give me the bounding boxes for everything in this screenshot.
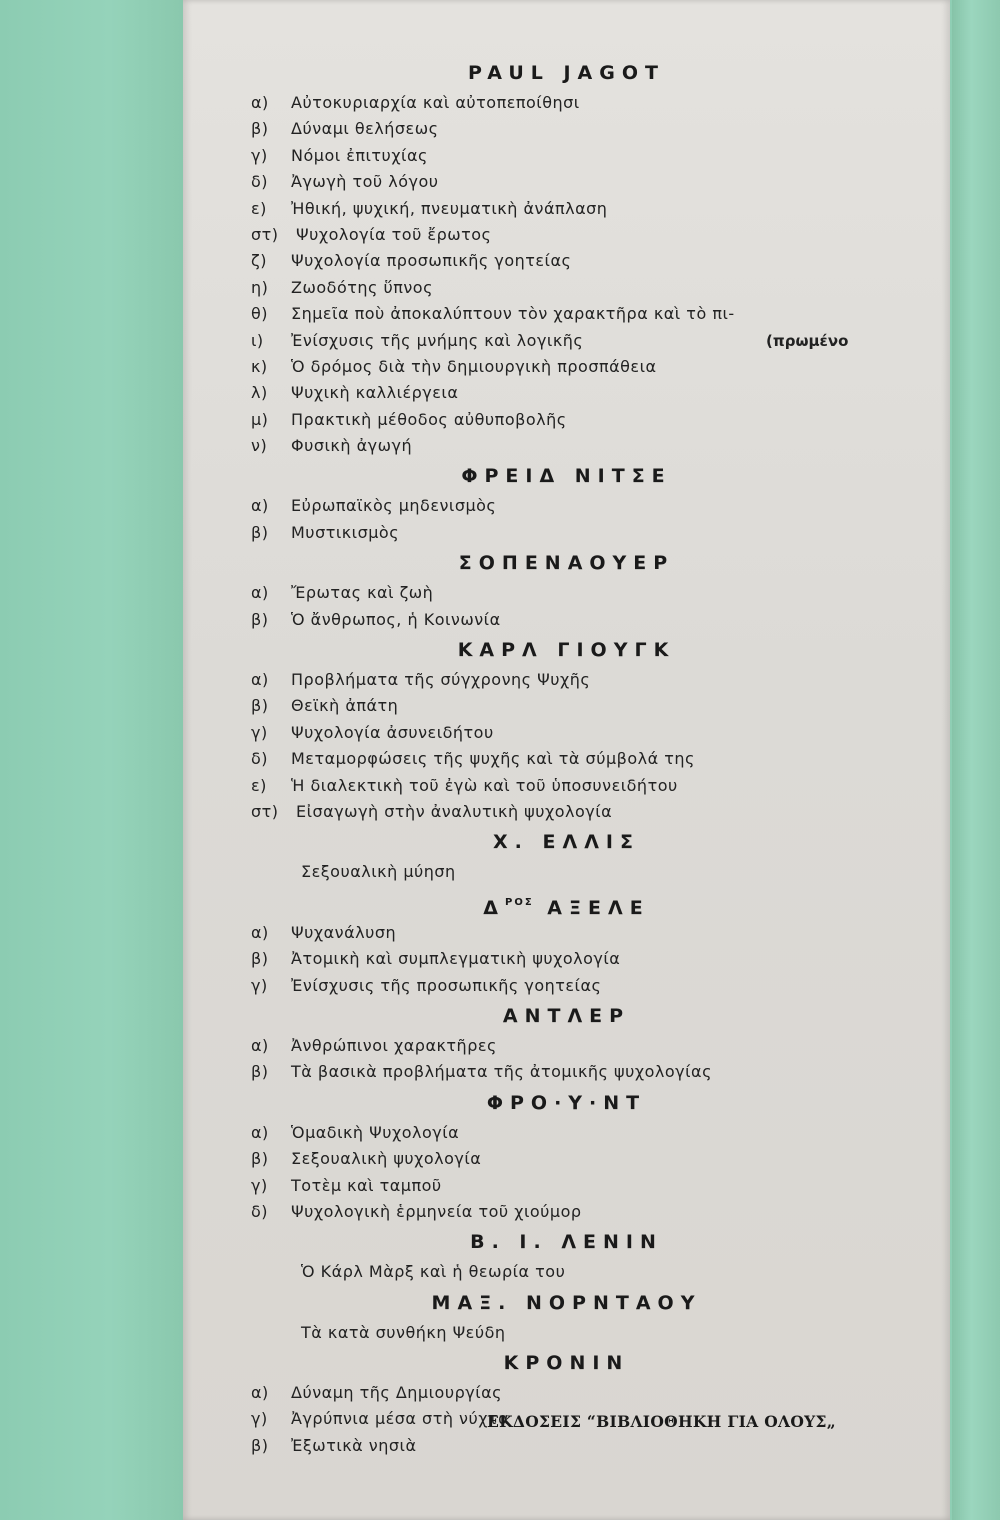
handwritten-note: (πρωμένο [766,331,849,350]
book-list-item [183,1320,950,1346]
book-title: Ἐξωτικὰ νησιὰ [291,1435,417,1455]
item-letter: δ) [251,172,269,192]
item-letter: β) [251,522,269,542]
book-title: Εὐρωπαϊκὸς μηδενισμὸς [291,496,497,516]
book-list [183,56,950,1459]
author-section [183,459,950,546]
book-title: Πρακτικὴ μέθοδος αὐθυποβολῆς [291,409,567,429]
author-section [183,825,950,885]
book-title: Ἀτομικὴ καὶ συμπλεγματικὴ ψυχολογία [291,949,621,969]
item-letter: ε) [251,775,267,795]
author-heading: PAUL JAGOT [468,62,665,84]
item-letter: γ) [251,1175,268,1195]
book-list-item [183,301,950,327]
author-section [183,56,950,459]
author-name-initial: Δ [483,896,506,919]
item-letter: γ) [251,975,268,995]
book-list-item [183,354,950,380]
book-list-item [183,116,950,142]
book-title: Φυσικὴ ἀγωγή [291,436,413,456]
book-list-item [183,222,950,248]
book-title: Ἡ διαλεκτικὴ τοῦ ἐγὼ καὶ τοῦ ὑποσυνειδήτου [291,775,678,795]
item-letter: α) [251,93,269,112]
item-letter: κ) [251,356,268,376]
book-title: Ἀγωγὴ τοῦ λόγου [291,172,439,192]
book-list-item [183,859,950,885]
book-title: Ἀγρύπνια μέσα στὴ νύχτα [291,1409,510,1429]
item-letter: β) [251,1435,269,1455]
book-title: Ὁ Κάρλ Μὰρξ καὶ ἡ θεωρία του [301,1262,566,1282]
book-title: Δύναμη τῆς Δημιουργίας [291,1383,503,1403]
book-title: Ἠθική, ψυχική, πνευματικὴ ἀνάπλαση [291,198,608,218]
book-title: Νόμοι ἐπιτυχίας [291,145,428,165]
book-title: Ἀνθρώπινοι χαρακτῆρες [291,1035,497,1055]
book-list-item [183,799,950,825]
item-letter: α) [251,922,269,942]
cover-right-edge [952,0,1000,1520]
book-list-item [183,773,950,799]
book-title: Ὁ δρόμος διὰ τὴν δημιουργικὴ προσπάθεια [291,356,657,376]
book-title: Ψυχολογικὴ ἑρμηνεία τοῦ χιούμορ [291,1201,582,1221]
book-title: Σεξουαλικὴ ψυχολογία [291,1149,482,1169]
book-list-item [183,1146,950,1172]
book-title: Ψυχολογία προσωπικῆς γοητείας [291,251,572,271]
item-letter: γ) [251,145,268,165]
item-letter: β) [251,949,269,969]
book-title: Αὐτοκυριαρχία καὶ αὐτοπεποίθησι [291,93,580,112]
item-letter: α) [251,1122,269,1142]
author-heading: ΚΡΟΝΙΝ [503,1352,630,1375]
book-title: Ψυχολογία ἀσυνειδήτου [291,722,494,742]
author-section [183,1225,950,1285]
author-heading: ΑΝΤΛΕΡ [502,1004,631,1027]
item-letter: β) [251,696,269,716]
book-list-item [183,693,950,719]
item-letter: στ) [251,801,279,821]
book-title: Δύναμι θελήσεως [291,119,439,139]
item-letter: ν) [251,436,268,456]
book-list-item [183,493,950,519]
book-title: Τοτὲμ καὶ ταμποῦ [291,1175,442,1195]
author-heading: Χ. ΕΛΛΙΣ [493,831,640,854]
book-list-item [183,720,950,746]
book-list-item [183,580,950,606]
item-letter: λ) [251,383,268,403]
item-letter: στ) [251,224,279,244]
book-title: Μυστικισμὸς [291,522,400,542]
book-title: Τὰ κατὰ συνθήκη Ψεύδη [301,1322,506,1342]
back-cover-page [183,0,950,1520]
item-letter: α) [251,1035,269,1055]
book-title: Ὁμαδικὴ Ψυχολογία [291,1122,460,1142]
book-list-item [183,973,950,999]
book-title: Ἐνίσχυσις τῆς μνήμης καὶ λογικῆς [291,330,584,350]
item-letter: β) [251,119,269,139]
item-letter: δ) [251,1201,269,1221]
book-title: Μεταμορφώσεις τῆς ψυχῆς καὶ τὰ σύμβολά της [291,749,695,769]
item-letter: ι) [251,330,264,350]
item-letter: γ) [251,722,268,742]
book-title: Προβλήματα τῆς σύγχρονης Ψυχῆς [291,670,591,690]
item-letter: η) [251,277,269,297]
book-list-item [183,1120,950,1146]
item-letter: μ) [251,409,269,429]
book-title: Ψυχολογία τοῦ ἔρωτος [296,224,492,244]
book-title: Σεξουαλικὴ μύηση [301,862,456,882]
author-heading: ΣΟΠΕΝΑΟΥΕΡ [458,552,675,575]
book-title: Ζωοδότης ὕπνος [291,277,433,297]
item-letter: ε) [251,198,267,218]
author-heading: Β. Ι. ΛΕΝΙΝ [470,1231,663,1254]
book-list-item [183,667,950,693]
book-list-item [183,1059,950,1085]
book-list-item [183,275,950,301]
book-title: Ἐνίσχυσις τῆς προσωπικῆς γοητείας [291,975,602,995]
item-letter: α) [251,670,269,690]
author-section [183,633,950,825]
author-heading: ΚΑΡΛ ΓΙΟΥΓΚ [457,639,676,662]
book-list-item [183,328,950,354]
book-list-item [183,196,950,222]
book-list-item [183,380,950,406]
author-section [183,1086,950,1226]
book-title: Τὰ βασικὰ προβλήματα τῆς ἀτομικῆς ψυχολογίας [291,1062,712,1082]
book-list-item [183,1199,950,1225]
book-title: Ψυχικὴ καλλιέργεια [291,383,459,403]
cover-left-edge [0,0,183,1520]
author-section [183,1346,950,1459]
item-letter: ζ) [251,251,267,271]
book-list-item [183,433,950,459]
item-letter: γ) [251,1409,268,1429]
author-section [183,999,950,1086]
book-list-item [183,1380,950,1406]
book-title: Θεϊκὴ ἀπάτη [291,696,399,716]
author-section [183,886,950,999]
item-letter: θ) [251,304,269,324]
book-list-item [183,520,950,546]
author-heading: ΦΡΕΙΔ ΝΙΤΣΕ [461,465,672,488]
book-list-item [183,407,950,433]
item-letter: β) [251,1062,269,1082]
book-list-item [183,1033,950,1059]
book-list-item [183,169,950,195]
book-list-item [183,920,950,946]
item-letter: α) [251,583,269,603]
book-list-item [183,1433,950,1459]
publisher-imprint: ΕΚΔΟΣΕΙΣ “ΒΙΒΛΙΟΘΗΚΗ ΓΙΑ ΟΛΟΥΣ„ [487,1412,836,1431]
author-section [183,1286,950,1346]
item-letter: δ) [251,749,269,769]
author-heading: ΜΑΞ. ΝΟΡΝΤΑΟΥ [431,1291,702,1314]
book-title: Ψυχανάλυση [291,922,397,942]
author-heading [183,886,950,920]
book-title: Ἔρωτας καὶ ζωὴ [291,583,434,603]
book-list-item [183,90,950,116]
book-list-item [183,607,950,633]
author-section [183,546,950,633]
item-letter: β) [251,609,269,629]
book-title: Εἰσαγωγὴ στὴν ἀναλυτικὴ ψυχολογία [296,801,613,821]
book-list-item [183,946,950,972]
item-letter: α) [251,1383,269,1403]
book-title: Ὁ ἄνθρωπος, ἡ Κοινωνία [291,609,501,629]
book-list-item [183,1173,950,1199]
author-name: ΑΞΕΛΕ [533,896,650,919]
book-list-item [183,143,950,169]
book-list-item [183,746,950,772]
item-letter: α) [251,496,269,516]
book-title: Σημεῖα ποὺ ἀποκαλύπτουν τὸν χαρακτῆρα καὶ τὸ πι- [291,304,735,324]
book-list-item [183,248,950,274]
author-title-superscript: ΡΟΣ [505,896,534,908]
book-list-item [183,1259,950,1285]
author-heading: ΦΡΟ·Υ·ΝΤ [486,1091,647,1114]
item-letter: β) [251,1149,269,1169]
